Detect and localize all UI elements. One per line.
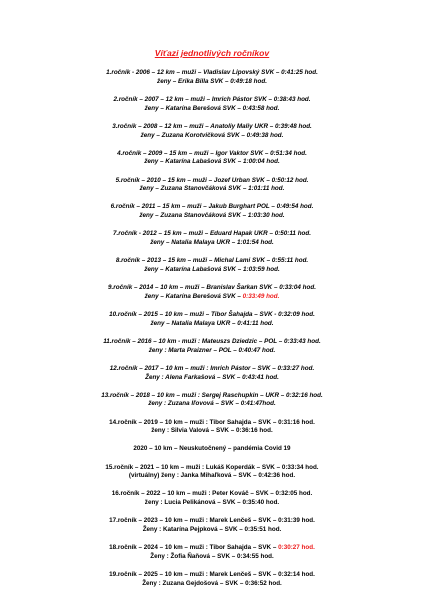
men-winner: 15.ročník – 2021 – 10 km – muži : Lukáš Koperdák – SVK – 0:33:34 hod. <box>105 463 319 471</box>
women-winner: ženy : Zuzana Iľovová – SVK – 0:41:47hod. <box>148 400 276 408</box>
men-winner: 7.ročník - 2012 – 15 km – muži – Eduard Hapak UKR – 0:50:11 hod. <box>113 230 311 238</box>
women-winner: ženy – Katarína Labašová SVK – 1:00:04 hod. <box>144 158 280 166</box>
men-winner: 10.ročník – 2015 – 10 km – muži – Tibor Šahajda – SVK - 0:32:09 hod. <box>109 311 315 319</box>
men-winner: 4.ročník – 2009 – 15 km – muži – Igor Vaktor SVK – 0:51:34 hod. <box>117 149 307 157</box>
women-winner: ženy : Silvia Valová – SVK – 0:36:16 hod. <box>151 427 273 435</box>
document-title: Víťazi jednotlivých ročníkov <box>154 48 270 58</box>
winners-list <box>0 69 424 589</box>
list-item <box>0 311 424 329</box>
women-winner: ženy : Marta Praizner – POL – 0:40:47 hod. <box>148 346 276 354</box>
list-item <box>0 96 424 114</box>
men-winner: 12.ročník – 2017 – 10 km – muži : Imrich Pástor – SVK – 0:33:27 hod. <box>109 364 315 372</box>
list-item <box>0 123 424 141</box>
list-item <box>0 338 424 356</box>
women-winner: ženy – Erika Billa SVK – 0:49:18 hod. <box>157 77 267 85</box>
women-winner: ženy – Natalia Malaya UKR – 1:01:54 hod. <box>150 239 274 247</box>
women-winner: ženy – Katarína Labašová SVK – 1:03:59 hod. <box>144 266 280 274</box>
highlighted-time: 0:33:49 hod. <box>242 292 280 300</box>
women-winner: ženy – Zuzana Stanovčáková SVK – 1:03:30 hod. <box>139 212 285 220</box>
men-winner: 13.ročník – 2018 – 10 km – muži : Sergej Raschupkin – UKR – 0:32:16 hod. <box>101 391 323 399</box>
men-winner: 9.ročník – 2014 – 10 km – muži – Branislav Šarkan SVK – 0:33:04 hod. <box>108 284 316 292</box>
women-winner-name: ženy – Katarína Berešová SVK – <box>144 292 243 300</box>
men-winner: 2.ročník – 2007 – 12 km – muži – Imrich Pástor SVK – 0:38:43 hod. <box>113 95 311 103</box>
women-winner: ženy – Katarína Berešová SVK – 0:43:58 hod. <box>144 104 280 112</box>
list-item <box>0 177 424 195</box>
list-item <box>0 230 424 248</box>
women-winner: Ženy : Katarína Pejpková – SVK – 0:35:51 hod. <box>142 526 282 534</box>
men-winner: 11.ročník – 2016 – 10 km - muži : Mateuszs Dziedzic – POL – 0:33:43 hod. <box>103 337 321 345</box>
list-item <box>0 284 424 302</box>
women-winner: Ženy : Žofia Ňaňová – SVK – 0:34:55 hod. <box>150 553 274 561</box>
men-winner: 17.ročník – 2023 – 10 km – muži : Marek Lenčeš – SVK – 0:31:39 hod. <box>109 517 315 525</box>
list-item <box>0 464 424 482</box>
men-winner-name: 18.ročník – 2024 – 10 km – muži : Tibor Sahajda – SVK – <box>109 544 279 552</box>
list-item <box>0 69 424 87</box>
women-winner: Ženy : Alena Farkašová – SVK – 0:43:41 hod. <box>145 373 279 381</box>
men-winner: 6.ročník – 2011 – 15 km – muži – Jakub Burghart POL – 0:49:54 hod. <box>110 203 314 211</box>
list-item <box>0 419 424 437</box>
women-winner: ženy – Zuzana Stanovčáková SVK – 1:01:11 hod. <box>139 185 285 193</box>
men-winner: 5.ročník – 2010 – 15 km – muži – Jozef Urban SVK – 0:50:12 hod. <box>115 176 309 184</box>
list-item <box>0 517 424 535</box>
women-winner: Ženy : Zuzana Gejdošová – SVK – 0:36:52 hod. <box>142 579 282 587</box>
men-winner: 3.ročník – 2008 – 12 km – muži – Anatoliy Maliy UKR – 0:39:48 hod. <box>112 122 312 130</box>
list-item <box>0 365 424 383</box>
men-winner <box>0 544 424 553</box>
women-winner: ženy – Natalia Malaya UKR – 0:41:11 hod. <box>150 319 274 327</box>
list-item <box>0 150 424 168</box>
women-winner <box>0 293 424 302</box>
list-item <box>0 203 424 221</box>
women-winner: ženy – Zuzana Korotvičková SVK – 0:49:38 hod. <box>140 131 284 139</box>
highlighted-time: 0:30:27 hod. <box>278 544 315 552</box>
women-winner: ženy : Lucia Pelikánová – SVK – 0:35:40 hod. <box>144 499 280 507</box>
women-winner: (virtuálny) ženy : Janka Mihaľková – SVK – 0:42:36 hod. <box>128 472 296 480</box>
list-item <box>0 257 424 275</box>
cancelled-note: 2020 – 10 km – Neuskutočnený – pandémia Covid 19 <box>133 445 291 453</box>
men-winner: 16.ročník – 2022 – 10 km – muži : Peter Kováč – SVK – 0:32:05 hod. <box>111 490 313 498</box>
list-item <box>0 544 424 562</box>
men-winner: 19.ročník – 2025 – 10 km – muži : Marek Lenčeš – SVK – 0:32:14 hod. <box>109 571 315 579</box>
men-winner: 14.ročník – 2019 – 10 km – muži : Tibor Sahajda – SVK – 0:31:16 hod. <box>109 418 315 426</box>
list-item <box>0 445 424 454</box>
list-item <box>0 392 424 410</box>
list-item <box>0 571 424 589</box>
men-winner: 1.ročník - 2006 – 12 km – muži – Vladislav Lipovský SVK – 0:41:25 hod. <box>106 69 318 76</box>
list-item <box>0 490 424 508</box>
men-winner: 8.ročník – 2013 – 15 km – muži – Michal Lami SVK – 0:55:11 hod. <box>115 257 309 265</box>
